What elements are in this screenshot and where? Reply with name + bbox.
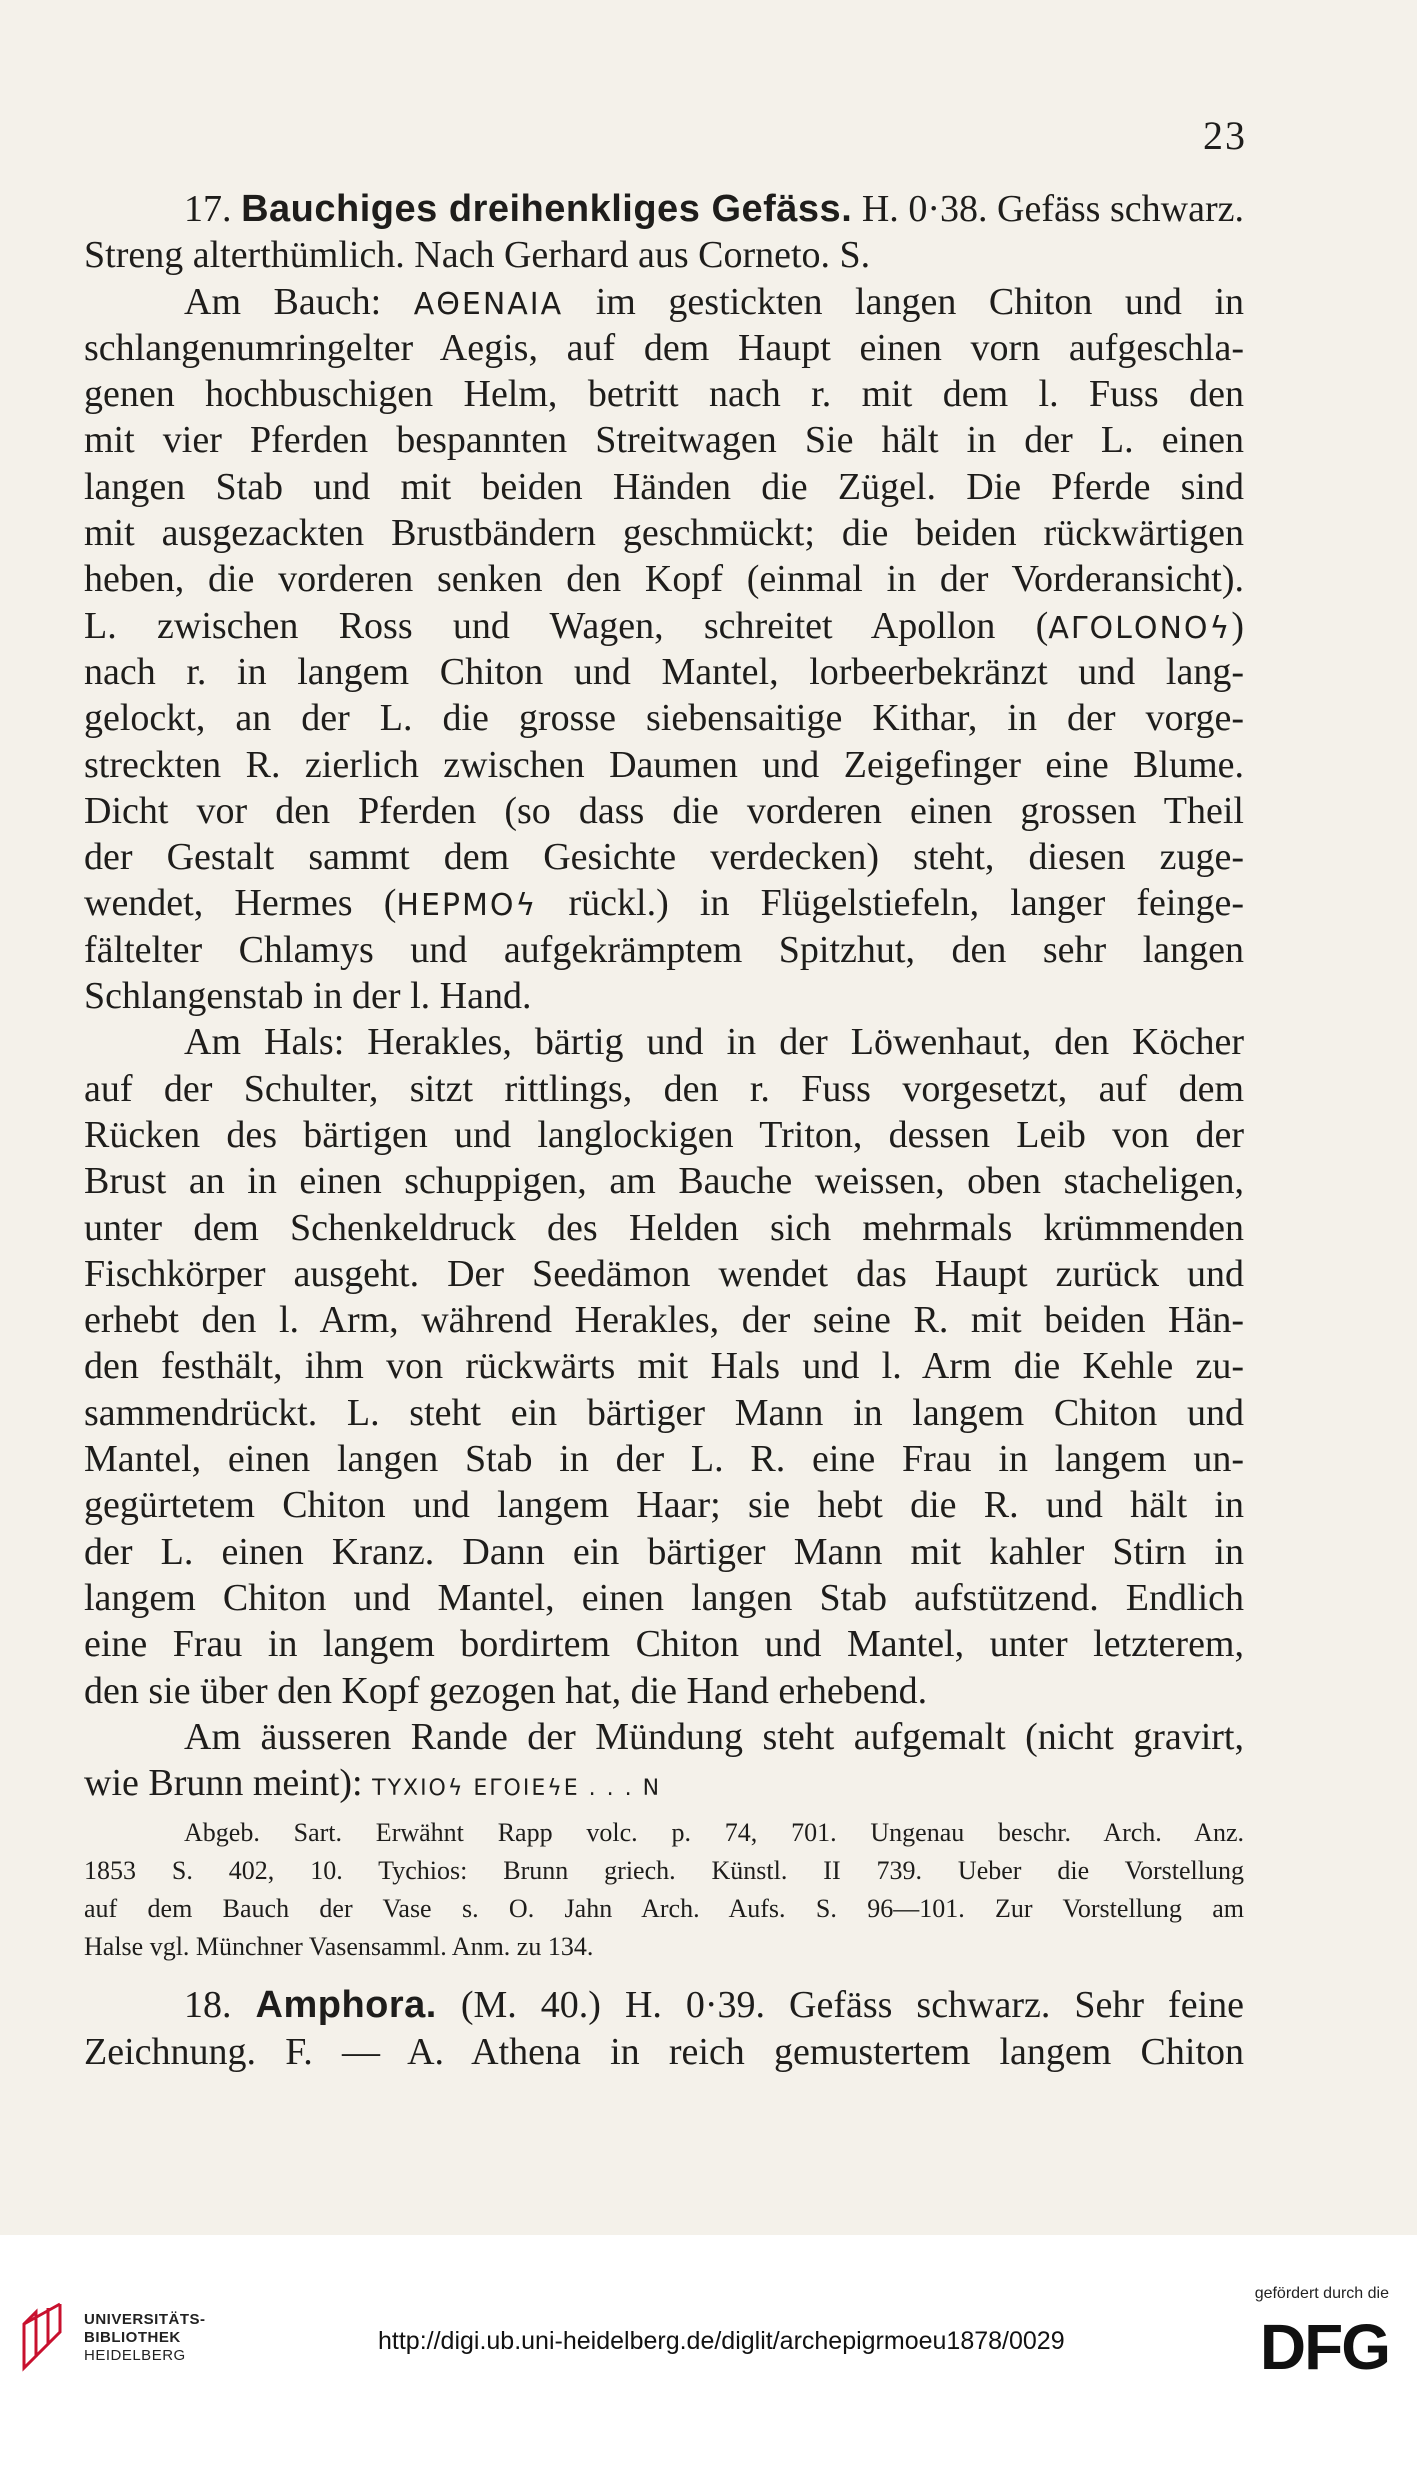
library-line: BIBLIOTHEK [84, 2329, 181, 2346]
text-run: rückl.) in Flügelstiefeln, langer feinge- [537, 882, 1245, 925]
text-line [84, 1760, 1244, 1806]
dfg-logo: DFG [1259, 2311, 1389, 2383]
text-line: unter dem Schenkeldruck des Helden sich mehrmals krümmenden [84, 1206, 1244, 1249]
text-line: Zeichnung. F. — A. Athena in reich gemustertem langem Chiton [84, 2030, 1244, 2073]
entry-number: 18. [184, 1984, 256, 2027]
greek-inscription: ΑΘΕΝΑΙΑ [413, 286, 564, 322]
text-line: Am Hals: Herakles, bärtig und in der Löwenhaut, den Köcher [184, 1021, 1244, 1064]
text-line [84, 279, 1244, 325]
reference-line: Halse vgl. Münchner Vasensamml. Anm. zu 134. [84, 1932, 594, 1962]
text-line: Mantel, einen langen Stab in der L. R. eine Frau in langem un- [84, 1438, 1244, 1481]
text-run: ) [1231, 604, 1244, 647]
entry-18-heading-line [84, 1982, 1244, 2028]
text-line: Rücken des bärtigen und langlockigen Triton, dessen Leib von der [84, 1113, 1244, 1156]
permalink-url[interactable]: http://digi.ub.uni-heidelberg.de/diglit/archepigrmoeu1878/0029 [378, 2327, 1065, 2355]
text-line: eine Frau in langem bordirtem Chiton und Mantel, unter letzterem, [84, 1623, 1244, 1666]
entry-number: 17. [184, 188, 242, 230]
text-line: erhebt den l. Arm, während Herakles, der seine R. mit beiden Hän- [84, 1299, 1244, 1342]
text-line: Brust an in einen schuppigen, am Bauche weissen, oben stacheligen, [84, 1160, 1244, 1203]
text-run: L. zwischen Ross und Wagen, schreitet Apollon ( [84, 604, 1049, 647]
text-line: mit ausgezackten Brustbändern geschmückt; die beiden rückwärtigen [84, 512, 1244, 555]
text-line: den festhält, ihm von rückwärts mit Hals und l. Arm die Kehle zu- [84, 1345, 1244, 1388]
text-line: Schlangenstab in der l. Hand. [84, 975, 532, 1018]
references [84, 1814, 1244, 1966]
entry-title: Bauchiges dreihenkliges Gefäss. [241, 188, 853, 230]
text-block [84, 186, 1244, 2075]
text-line: langen Stab und mit beiden Händen die Zügel. Die Pferde sind [84, 465, 1244, 508]
text-line: auf der Schulter, sitzt rittlings, den r. Fuss vorgesetzt, auf dem [84, 1067, 1244, 1110]
text-line: nach r. in langem Chiton und Mantel, lorbeerbekränzt und lang- [84, 650, 1244, 693]
text-line: der L. einen Kranz. Dann ein bärtiger Mann mit kahler Stirn in [84, 1530, 1244, 1573]
library-line: UNIVERSITÄTS- [84, 2311, 206, 2328]
text-line: langem Chiton und Mantel, einen langen Stab aufstützend. Endlich [84, 1576, 1244, 1619]
text-line [84, 880, 1244, 926]
funding-label: gefördert durch die [1254, 2285, 1389, 2302]
university-library-logo-icon [18, 2302, 70, 2372]
text-line: der Gestalt sammt dem Gesichte verdecken) steht, diesen zuge- [84, 836, 1244, 879]
text-line: schlangenumringelter Aegis, auf dem Haupt einen vorn aufgeschla- [84, 326, 1244, 369]
text-line: den sie über den Kopf gezogen hat, die Hand erhebend. [84, 1669, 928, 1712]
text-line: streckten R. zierlich zwischen Daumen und Zeigefinger eine Blume. [84, 743, 1244, 786]
text-line: Dicht vor den Pferden (so dass die vorderen einen grossen Theil [84, 789, 1244, 832]
greek-inscription: ΑΓΟLΟΝΟϟ [1048, 610, 1232, 646]
text-line: Am äusseren Rande der Mündung steht aufgemalt (nicht gravirt, [184, 1715, 1244, 1758]
greek-inscription: ΗΕΡΜΟϟ [396, 888, 538, 924]
text-line: gelockt, an der L. die grosse siebensaitige Kithar, in der vorge- [84, 697, 1244, 740]
entry-title: Amphora. [255, 1984, 437, 2027]
text-line: Fischkörper ausgeht. Der Seedämon wendet das Haupt zurück und [84, 1252, 1244, 1295]
text-run: wie Brunn meint): [84, 1762, 373, 1805]
reference-line: auf dem Bauch der Vase s. O. Jahn Arch. Aufs. S. 96—101. Zur Vorstellung am [84, 1894, 1244, 1924]
page-number: 23 [1203, 113, 1247, 158]
text-line: Streng alterthümlich. Nach Gerhard aus Corneto. S. [84, 234, 871, 277]
text-run: im gestickten langen Chiton und in [563, 280, 1244, 323]
reference-line: 1853 S. 402, 10. Tychios: Brunn griech. Künstl. II 739. Ueber die Vorstellung [84, 1856, 1244, 1886]
text-line [84, 603, 1244, 649]
library-line: HEIDELBERG [84, 2347, 186, 2364]
text-line: mit vier Pferden bespannten Streitwagen Sie hält in der L. einen [84, 419, 1244, 462]
text-line: sammendrückt. L. steht ein bärtiger Mann in langem Chiton und [84, 1391, 1244, 1434]
entry-17-heading-line [84, 186, 1244, 232]
library-name [84, 2311, 206, 2365]
text-line: genen hochbuschigen Helm, betritt nach r. mit dem l. Fuss den [84, 373, 1244, 416]
text-run: Am Bauch: [184, 280, 414, 323]
entry-meta: H. 0·38. Gefäss schwarz. [852, 188, 1244, 230]
greek-inscription: ΤΥΧΙΟϟ ΕΓΟΙΕϟΕ . . . Ν [372, 1776, 662, 1802]
text-line: gegürtetem Chiton und langem Haar; sie hebt die R. und hält in [84, 1484, 1244, 1527]
text-run: wendet, Hermes ( [84, 882, 397, 925]
entry-meta: (M. 40.) H. 0·39. Gefäss schwarz. Sehr feine [436, 1984, 1244, 2027]
reference-line: Abgeb. Sart. Erwähnt Rapp volc. p. 74, 701. Ungenau beschr. Arch. Anz. [184, 1818, 1244, 1848]
text-line: fältelter Chlamys und aufgekrämptem Spitzhut, den sehr langen [84, 928, 1244, 971]
text-line: heben, die vorderen senken den Kopf (einmal in der Vorderansicht). [84, 558, 1244, 601]
